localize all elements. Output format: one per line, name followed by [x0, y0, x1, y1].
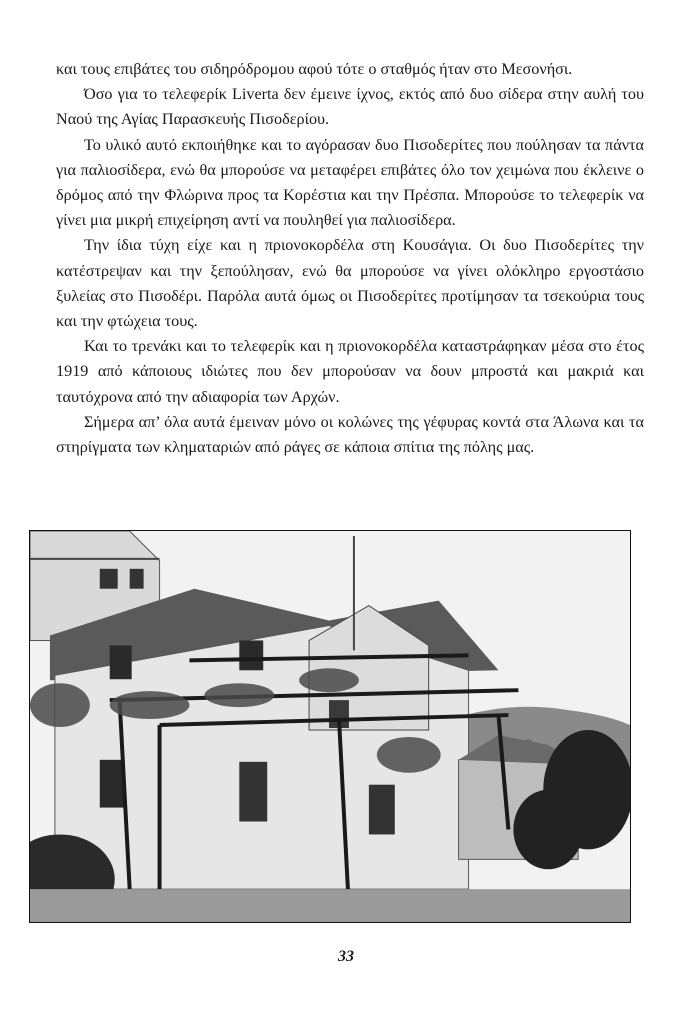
paragraph-2: Όσο για το τελεφερίκ Liverta δεν έμεινε ίχνος, εκτός από δυο σίδερα στην αυλή του Ναού της Αγίας Παρασκευής Πισοδερίου. [56, 85, 644, 129]
house-with-pergola-photo [30, 531, 630, 922]
paragraph-1: και τους επιβάτες του σιδηρόδρομου αφού τότε ο σταθμός ήταν στο Μεσονήσι. [56, 60, 573, 78]
paragraph-5: Και το τρενάκι και το τελεφερίκ και η πριονοκορδέλα καταστράφηκαν μέσα στο έτος 1919 από κάποιους ιδιώτες που δεν μπορούσαν να δουν μπροστά και μακριά και ταυτόχρονα από την αδιαφορία των Αρχών. [56, 337, 644, 406]
paragraph-4: Την ίδια τύχη είχε και η πριονοκορδέλα στη Κουσάγια. Οι δυο Πισοδερίτες την κατέστρεψαν και την ξεπούλησαν, ενώ θα μπορούσε να γίνει ολόκληρο εργοστάσιο ξυλείας στο Πισοδέρι. Παρόλα αυτά όμως οι Πισοδερίτες προτίμησαν τα τσεκούρια τους και την φτώχεια τους. [56, 236, 644, 331]
paragraph-3: Το υλικό αυτό εκποιήθηκε και το αγόρασαν δυο Πισοδερίτες που πούλησαν τα πάντα για παλιοσίδερα, ενώ θα μπορούσε να μεταφέρει επιβάτες όλο τον χειμώνα που έκλεινε ο δρόμος από την Φλώρινα προς τα Κορέστια και την Πρέσπα. Μπορούσε το τελεφερίκ να γίνει μια μικρή επιχείρηση αντί να πουληθεί για παλιοσίδερα. [56, 135, 644, 230]
body-text [56, 57, 644, 460]
paragraph-6: Σήμερα απ’ όλα αυτά έμειναν μόνο οι κολώνες της γέφυρας κοντά στα Άλωνα και τα στηρίγματα των κληματαριών από ράγες σε κάποια σπίτια της πόλης μας. [56, 412, 644, 457]
page-number: 33 [338, 948, 354, 965]
photograph [29, 530, 631, 923]
